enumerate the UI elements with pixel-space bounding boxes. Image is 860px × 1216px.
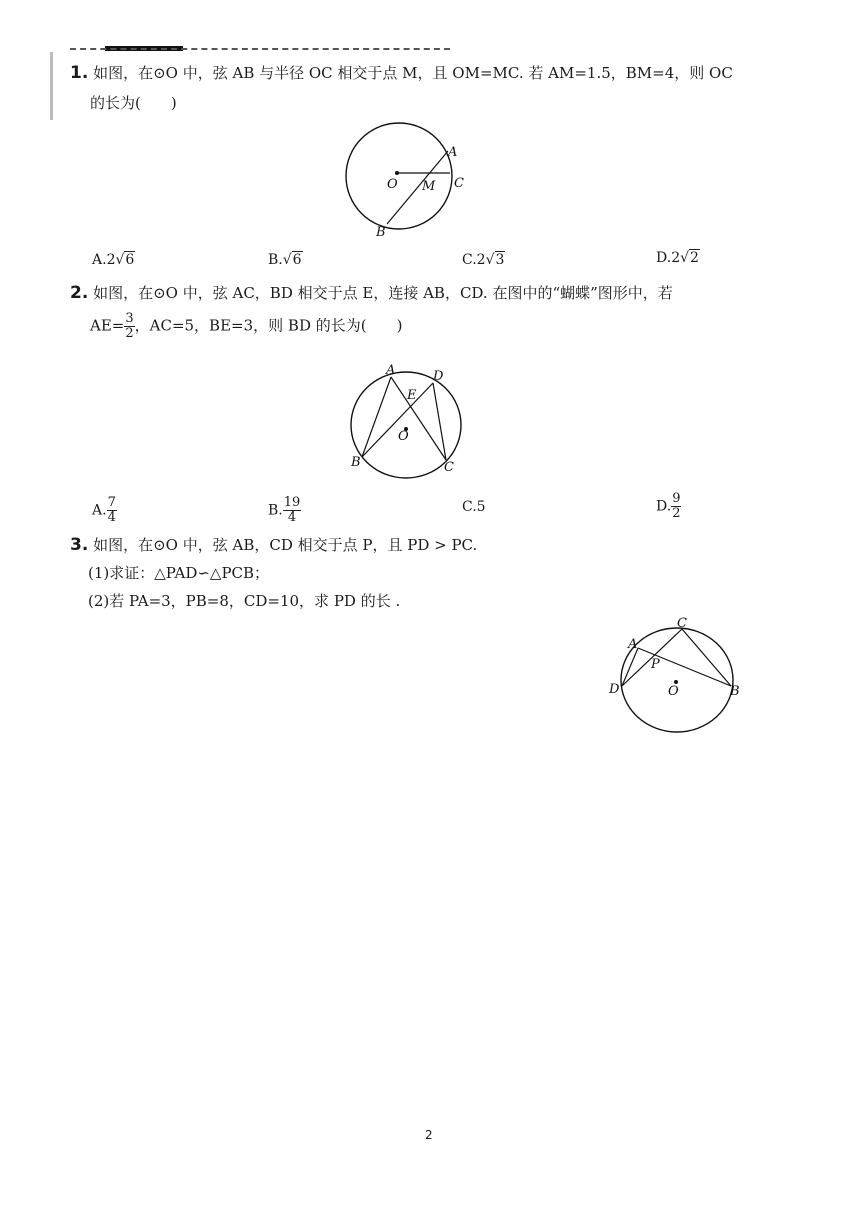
label-c: C <box>444 460 454 475</box>
question-1 <box>70 62 810 114</box>
question-2 <box>70 282 810 341</box>
label-c: C <box>454 176 464 191</box>
q1-option-c[interactable]: C.2√3 <box>462 252 505 268</box>
chord-cd <box>433 383 446 460</box>
question-number: 3. <box>70 535 89 555</box>
circle-o <box>346 123 452 229</box>
q1-figure <box>330 115 480 240</box>
chord-bd <box>362 383 433 457</box>
q3-figure <box>600 612 750 737</box>
label-a: A <box>628 637 638 652</box>
q1-option-b[interactable]: B.√6 <box>268 252 302 268</box>
label-e: E <box>407 388 417 403</box>
label-b: B <box>730 684 740 699</box>
header-dashed-rule <box>70 48 450 50</box>
label-c: C <box>677 616 687 631</box>
label-o: O <box>668 684 679 699</box>
q2-option-c[interactable]: C.5 <box>462 499 486 515</box>
q2-figure <box>340 360 470 480</box>
binding-mark <box>50 52 53 120</box>
label-a: A <box>386 363 396 378</box>
question-part-1: (1)求证：△PAD∽△PCB； <box>88 564 270 582</box>
page-number: 2 <box>425 1128 433 1142</box>
label-o: O <box>398 429 409 444</box>
q1-option-d[interactable]: D.2√2 <box>656 250 699 266</box>
label-o: O <box>387 177 398 192</box>
chord-cb <box>682 629 731 686</box>
label-b: B <box>376 225 386 240</box>
label-b: B <box>351 455 361 470</box>
center-point <box>395 171 399 175</box>
label-p: P <box>651 657 660 672</box>
q2-option-a[interactable]: A. $\frac{7}{4}$ <box>92 495 116 525</box>
question-number: 2. <box>70 283 89 303</box>
q2-option-b[interactable]: B. $\frac{19}{4}$ <box>268 495 301 525</box>
q1-option-a[interactable]: A.2√6 <box>92 252 135 268</box>
question-text-line1: 如图，在⊙O 中，弦 AC，BD 相交于点 E，连接 AB，CD. 在图中的“蝴蝶”图形中，若 <box>93 284 673 302</box>
q2-option-d[interactable]: D. $\frac{9}{2}$ <box>656 491 681 521</box>
question-number: 1. <box>70 63 89 83</box>
label-m: M <box>422 179 436 194</box>
question-text-line2: AE= $\frac{3}{2}$ ，AC=5，BE=3，则 BD 的长为( ) <box>90 311 403 341</box>
question-text-line1: 如图，在⊙O 中，弦 AB，CD 相交于点 P，且 PD > PC. <box>93 536 478 554</box>
question-text-line1: 如图，在⊙O 中，弦 AB 与半径 OC 相交于点 M，且 OM=MC. 若 AM=1.5，BM=4，则 OC <box>93 64 733 82</box>
label-d: D <box>433 369 444 384</box>
chord-ad <box>622 648 638 686</box>
question-part-2: (2)若 PA=3，PB=8，CD=10，求 PD 的长 . <box>88 592 401 610</box>
label-a: A <box>448 145 458 160</box>
question-text-line2: 的长为( ) <box>90 94 177 112</box>
label-d: D <box>609 682 620 697</box>
question-3 <box>70 534 810 612</box>
ae-fraction: $\frac{3}{2}$ <box>125 311 134 341</box>
